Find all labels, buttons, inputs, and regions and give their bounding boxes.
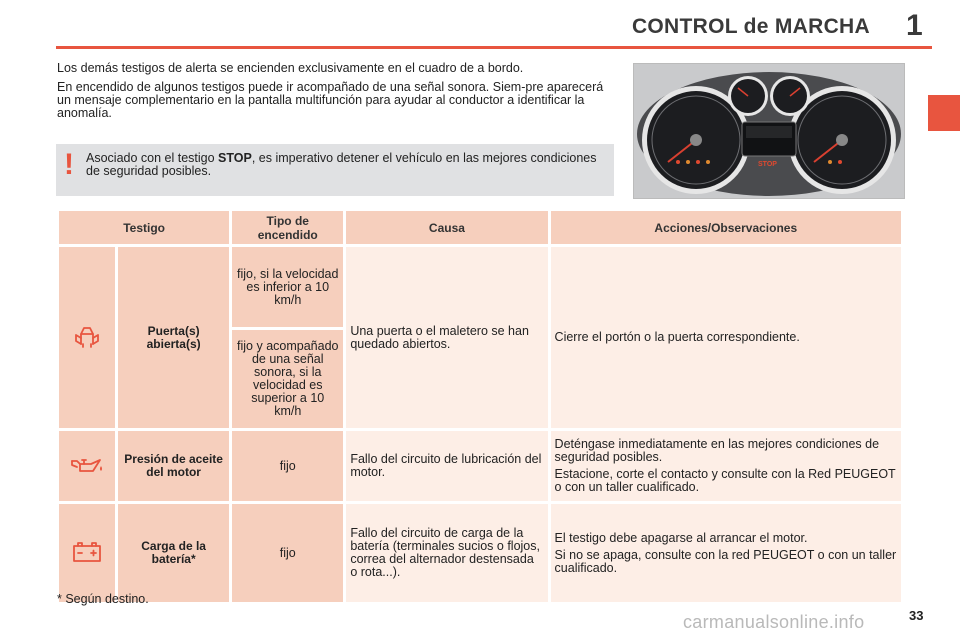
- battery-icon: [72, 541, 102, 563]
- table-row: [59, 431, 901, 501]
- warning-keyword: STOP: [218, 151, 252, 165]
- intro-text: [57, 62, 617, 126]
- footnote: * Según destino.: [57, 592, 149, 606]
- header-causa: Causa: [346, 211, 547, 244]
- row-actions: [551, 431, 901, 501]
- row-action-text: Estacione, corte el contacto y consulte con la Red PEUGEOT o con un taller cualificado.: [554, 467, 896, 494]
- table-row: [59, 504, 901, 602]
- row-type: fijo, si la velocidad es inferior a 10 km/h: [232, 247, 343, 327]
- row-type: fijo y acompañado de una señal sonora, si la velocidad es superior a 10 km/h: [232, 330, 343, 428]
- row-cause: Fallo del circuito de carga de la batería (terminales sucios o flojos, correa del alternador destensada o rota...).: [346, 504, 547, 602]
- row-icon-cell: [59, 247, 115, 428]
- header-rule: [56, 46, 932, 49]
- watermark: carmanualsonline.info: [683, 612, 865, 632]
- header-tipo: Tipo de encendido: [232, 211, 343, 244]
- page-title: CONTROL de MARCHA: [631, 15, 870, 38]
- table-header-row: [59, 211, 901, 244]
- warning-icon: !: [64, 148, 74, 181]
- header-testigo: Testigo: [59, 211, 229, 244]
- row-type: fijo: [232, 431, 343, 501]
- warning-text-before: Asociado con el testigo: [86, 151, 219, 165]
- row-type: fijo: [232, 504, 343, 602]
- intro-paragraph-1: Los demás testigos de alerta se encienden exclusivamente en el cuadro de a bordo.: [57, 61, 524, 75]
- row-name: Presión de aceite del motor: [118, 431, 229, 501]
- chapter-tab[interactable]: [928, 95, 960, 131]
- row-action-text: Deténgase inmediatamente en las mejores condiciones de seguridad posibles.: [554, 437, 880, 464]
- oil-can-icon: [70, 455, 104, 475]
- open-door-icon: [74, 323, 100, 349]
- header-acciones: Acciones/Observaciones: [551, 211, 901, 244]
- row-name: Puerta(s) abierta(s): [118, 247, 229, 428]
- dashboard-illustration: [634, 64, 904, 198]
- warning-text-after: , es imperativo detener el vehículo en las mejores condiciones de seguridad posibles.: [86, 151, 597, 178]
- row-cause: Fallo del circuito de lubricación del motor.: [346, 431, 547, 501]
- page-number: 33: [909, 608, 924, 623]
- warning-lights-table: [56, 208, 904, 605]
- row-icon-cell: [59, 504, 115, 602]
- row-name: Carga de la batería*: [118, 504, 229, 602]
- chapter-number: 1: [906, 9, 923, 42]
- row-action-text: Si no se apaga, consulte con la red PEUGEOT o con un taller cualificado.: [554, 547, 897, 575]
- row-action-text: Cierre el portón o la puerta correspondiente.: [554, 330, 800, 344]
- warning-text: [86, 152, 606, 178]
- dashboard-stop-text: STOP: [758, 161, 777, 168]
- row-cause: Una puerta o el maletero se han quedado abiertos.: [346, 247, 547, 428]
- row-actions: [551, 504, 901, 602]
- dashboard-image: [633, 63, 905, 199]
- table-row: [59, 247, 901, 327]
- intro-paragraph-2: En encendido de algunos testigos puede ir acompañado de una señal sonora. Siem-pre aparecerá un mensaje complementario en la pantalla multifunción para ayudar al conductor a identificar la anomalía.: [57, 80, 604, 120]
- row-action-text: El testigo debe apagarse al arrancar el motor.: [554, 530, 808, 545]
- warning-box: [56, 144, 614, 196]
- row-actions: [551, 247, 901, 428]
- row-icon-cell: [59, 431, 115, 501]
